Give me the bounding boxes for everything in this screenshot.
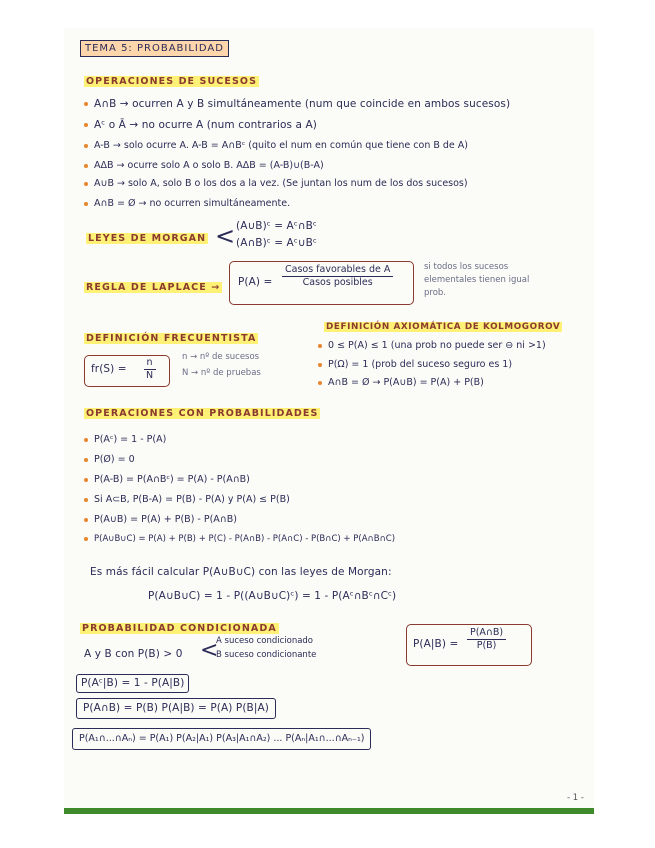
frecuentista-fraction bbox=[143, 357, 156, 382]
list-item: P(A∪B) = P(A) + P(B) - P(A∩B) bbox=[84, 514, 237, 526]
list-item: P(Ø) = 0 bbox=[84, 454, 135, 466]
laplace-note-3: prob. bbox=[424, 288, 447, 298]
list-item: A∩B → ocurren A y B simultáneamente (num que coincide en ambos sucesos) bbox=[84, 98, 510, 111]
list-item: Aᶜ o Ā → no ocurre A (num contrarios a A) bbox=[84, 119, 317, 132]
list-item: A∩B = Ø → P(A∪B) = P(A) + P(B) bbox=[318, 377, 484, 389]
laplace-denominator: Casos posibles bbox=[302, 277, 373, 288]
list-item: AΔB → ocurre solo A o solo B. AΔB = (A-B)∪(B-A) bbox=[84, 160, 324, 172]
brace-icon: < bbox=[200, 638, 219, 663]
morgan-label: LEYES DE MORGAN bbox=[88, 233, 207, 244]
list-item: A∩B = Ø → no ocurren simultáneamente. bbox=[84, 198, 290, 210]
frecuentista-note-1: n → nº de sucesos bbox=[182, 352, 260, 362]
laplace-fraction bbox=[282, 264, 393, 289]
frecuentista-denominator: N bbox=[146, 370, 154, 381]
list-item: P(A∪B∪C) = P(A) + P(B) + P(C) - P(A∩B) - P(A∩C) - P(B∩C) + P(A∩B∩C) bbox=[84, 534, 395, 545]
list-item: A∪B → solo A, solo B o los dos a la vez. (Se juntan los num de los dos sucesos) bbox=[84, 178, 468, 190]
morgan-eq-1: (A∪B)ᶜ = Aᶜ∩Bᶜ bbox=[236, 220, 317, 232]
morgan-text: Es más fácil calcular P(A∪B∪C) con las leyes de Morgan: bbox=[90, 566, 392, 578]
frecuentista-note-2: N → nº de pruebas bbox=[182, 368, 261, 378]
list-item: P(Ω) = 1 (prob del suceso seguro es 1) bbox=[318, 359, 512, 371]
condicionada-denominator: P(B) bbox=[476, 640, 497, 651]
list-item: Si A⊂B, P(B-A) = P(B) - P(A) y P(A) ≤ P(B) bbox=[84, 494, 290, 506]
morgan-equation: P(A∪B∪C) = 1 - P((A∪B∪C)ᶜ) = 1 - P(Aᶜ∩Bᶜ∩Cᶜ) bbox=[148, 590, 397, 602]
page-number: - 1 - bbox=[567, 793, 584, 803]
page-title: TEMA 5: PROBABILIDAD bbox=[80, 40, 229, 57]
list-item: P(A-B) = P(A∩Bᶜ) = P(A) - P(A∩B) bbox=[84, 474, 250, 486]
page-edge bbox=[64, 808, 594, 814]
condicionada-lhs: P(A|B) = bbox=[413, 638, 459, 650]
laplace-note-1: si todos los sucesos bbox=[424, 262, 509, 272]
section-heading-condicionada: PROBABILIDAD CONDICIONADA bbox=[82, 623, 277, 634]
section-heading-axiomatica: DEFINICIÓN AXIOMÁTICA DE KOLMOGOROV bbox=[326, 322, 561, 332]
laplace-lhs: P(A) = bbox=[238, 276, 273, 288]
laplace-numerator: Casos favorables de A bbox=[282, 264, 393, 277]
condicionada-branch-1: A suceso condicionado bbox=[216, 636, 314, 646]
section-heading-operaciones: OPERACIONES DE SUCESOS bbox=[86, 76, 258, 87]
morgan-eq-2: (A∩B)ᶜ = Aᶜ∪Bᶜ bbox=[236, 237, 317, 249]
laplace-note-2: elementales tienen igual bbox=[424, 275, 530, 285]
formula-intersection: P(A∩B) = P(B) P(A|B) = P(A) P(B|A) bbox=[76, 698, 276, 719]
list-item: P(Aᶜ) = 1 - P(A) bbox=[84, 434, 166, 446]
formula-chain-rule: P(A₁∩...∩Aₙ) = P(A₁) P(A₂|A₁) P(A₃|A₁∩A₂) ... P(Aₙ|A₁∩...∩Aₙ₋₁) bbox=[72, 728, 371, 750]
formula-complement: P(Aᶜ|B) = 1 - P(A|B) bbox=[76, 674, 189, 693]
condicionada-intro: A y B con P(B) > 0 bbox=[84, 648, 183, 660]
condicionada-branch-2: B suceso condicionante bbox=[216, 650, 317, 660]
section-heading-op-prob: OPERACIONES CON PROBABILIDADES bbox=[86, 408, 319, 419]
section-heading-frecuentista: DEFINICIÓN FRECUENTISTA bbox=[86, 333, 257, 344]
laplace-label: REGLA DE LAPLACE → bbox=[86, 282, 221, 293]
brace-icon: < bbox=[215, 222, 236, 250]
list-item: 0 ≤ P(A) ≤ 1 (una prob no puede ser ⊖ ni >1) bbox=[318, 340, 546, 352]
list-item: A-B → solo ocurre A. A-B = A∩Bᶜ (quito el num en común que tiene con B de A) bbox=[84, 140, 468, 152]
frecuentista-lhs: fr(S) = bbox=[91, 363, 127, 375]
condicionada-numerator: P(A∩B) bbox=[467, 627, 506, 640]
condicionada-fraction bbox=[467, 627, 506, 652]
frecuentista-numerator: n bbox=[144, 357, 156, 370]
